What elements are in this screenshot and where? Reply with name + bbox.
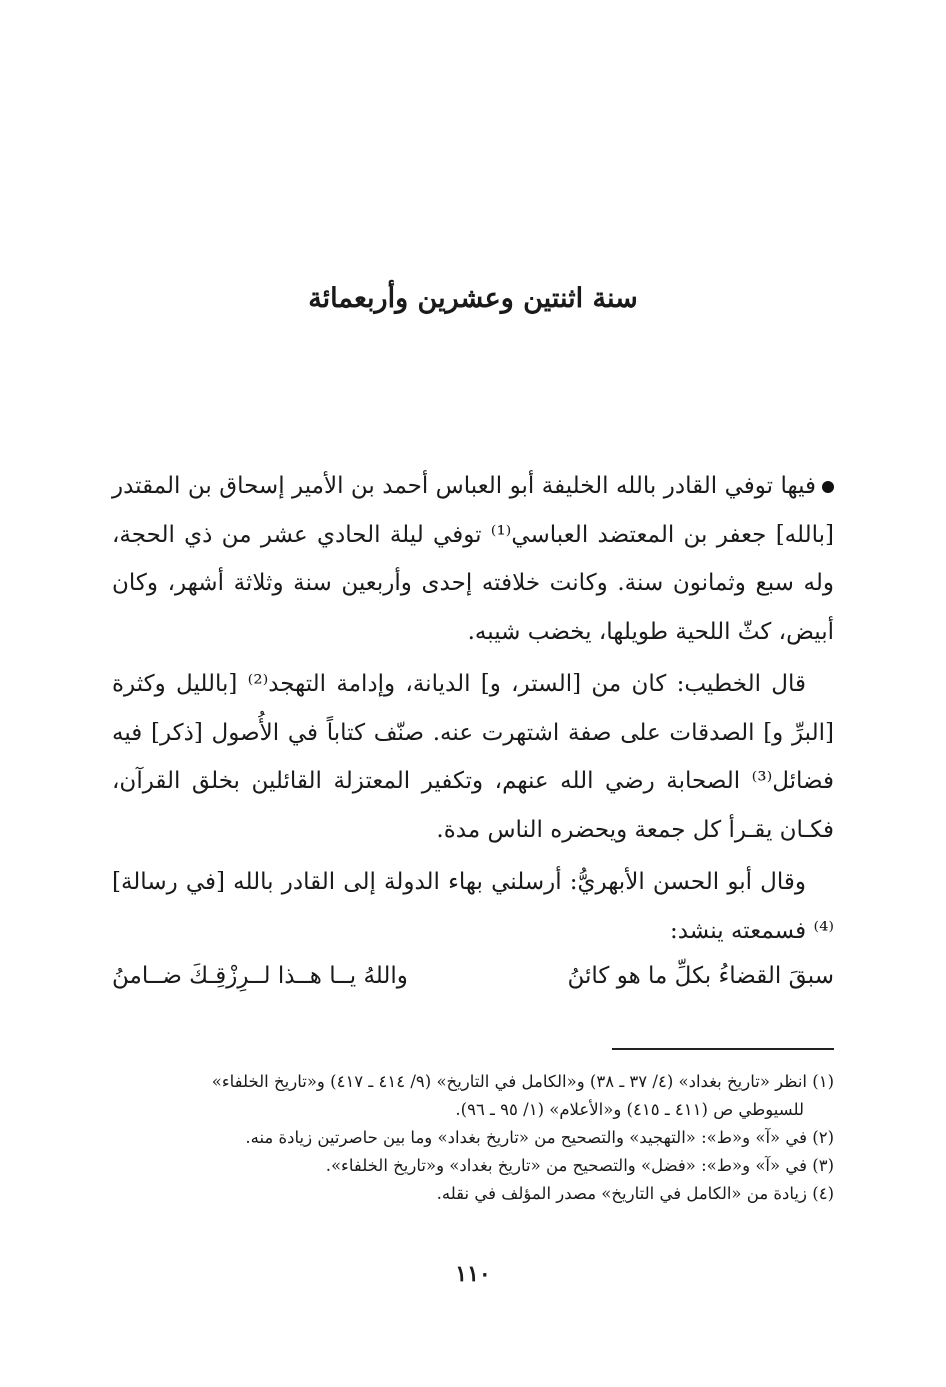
poem-first-hemistich: سبقَ القضاءُ بكلِّ ما هو كائنُ (567, 963, 834, 989)
footnote-divider (612, 1048, 834, 1050)
poem-verse (112, 952, 834, 1000)
poem-second-hemistich: واللهُ يــا هــذا لــرِزْقِـكَ ضــامنُ (112, 963, 408, 989)
footnote-1-continuation: للسيوطي ص (٤١١ ـ ٤١٥) و«الأعلام» (١/ ٩٥ ـ ٩٦). (455, 1100, 804, 1119)
footnote-2: (٢) في «آ» و«ط»: «التهجيد» والتصحيح من «تاريخ بغداد» وما بين حاصرتين زيادة منه. (245, 1128, 834, 1147)
section-title: سنة اثنتين وعشرين وأربعمائة (308, 283, 638, 314)
footnote-3: (٣) في «آ» و«ط»: «فضل» والتصحيح من «تاريخ بغداد» و«تاريخ الخلفاء». (325, 1156, 834, 1175)
paragraph-1-text: فيها توفي القادر بالله الخليفة أبو العباس أحمد بن الأمير إسحاق بن المقتدر [بالله] جعفر بن المعتضد العباسي⁽¹⁾ توفي ليلة الحادي عشر من ذي الحجة، وله سبع وثمانون سنة. وكانت خلافته إحدى وأربعين سنة وثلاثة أشهر، وكان أبيض، كثّ اللحية طويلها، يخضب شيبه. (112, 473, 835, 645)
footnotes (112, 1068, 834, 1208)
page-number: ١١٠ (455, 1261, 491, 1287)
bullet-icon (822, 481, 834, 493)
footnote-4: (٤) زيادة من «الكامل في التاريخ» مصدر المؤلف في نقله. (436, 1184, 834, 1203)
paragraph-1 (112, 462, 834, 656)
paragraph-2: قال الخطيب: كان من [الستر، و] الديانة، وإدامة التهجد⁽²⁾ [بالليل وكثرة [البرِّ و] الصدقات على صفة اشتهرت عنه. صنّف كتاباً في الأُصول [ذكر] فيه فضائل⁽³⁾ الصحابة رضي الله عنهم، وتكفير المعتزلة القائلين بخلق القرآن، فكـان يقـرأ كل جمعة ويحضره الناس مدة. (112, 671, 834, 843)
paragraph-3: وقال أبو الحسن الأبهريُّ: أرسلني بهاء الدولة إلى القادر بالله [في رسالة]⁽⁴⁾ فسمعته ينشد: (112, 869, 834, 944)
footnote-1: (١) انظر «تاريخ بغداد» (٤/ ٣٧ ـ ٣٨) و«الكامل في التاريخ» (٩/ ٤١٤ ـ ٤١٧) و«تاريخ الخلفاء» (211, 1072, 834, 1091)
main-text (112, 462, 834, 959)
